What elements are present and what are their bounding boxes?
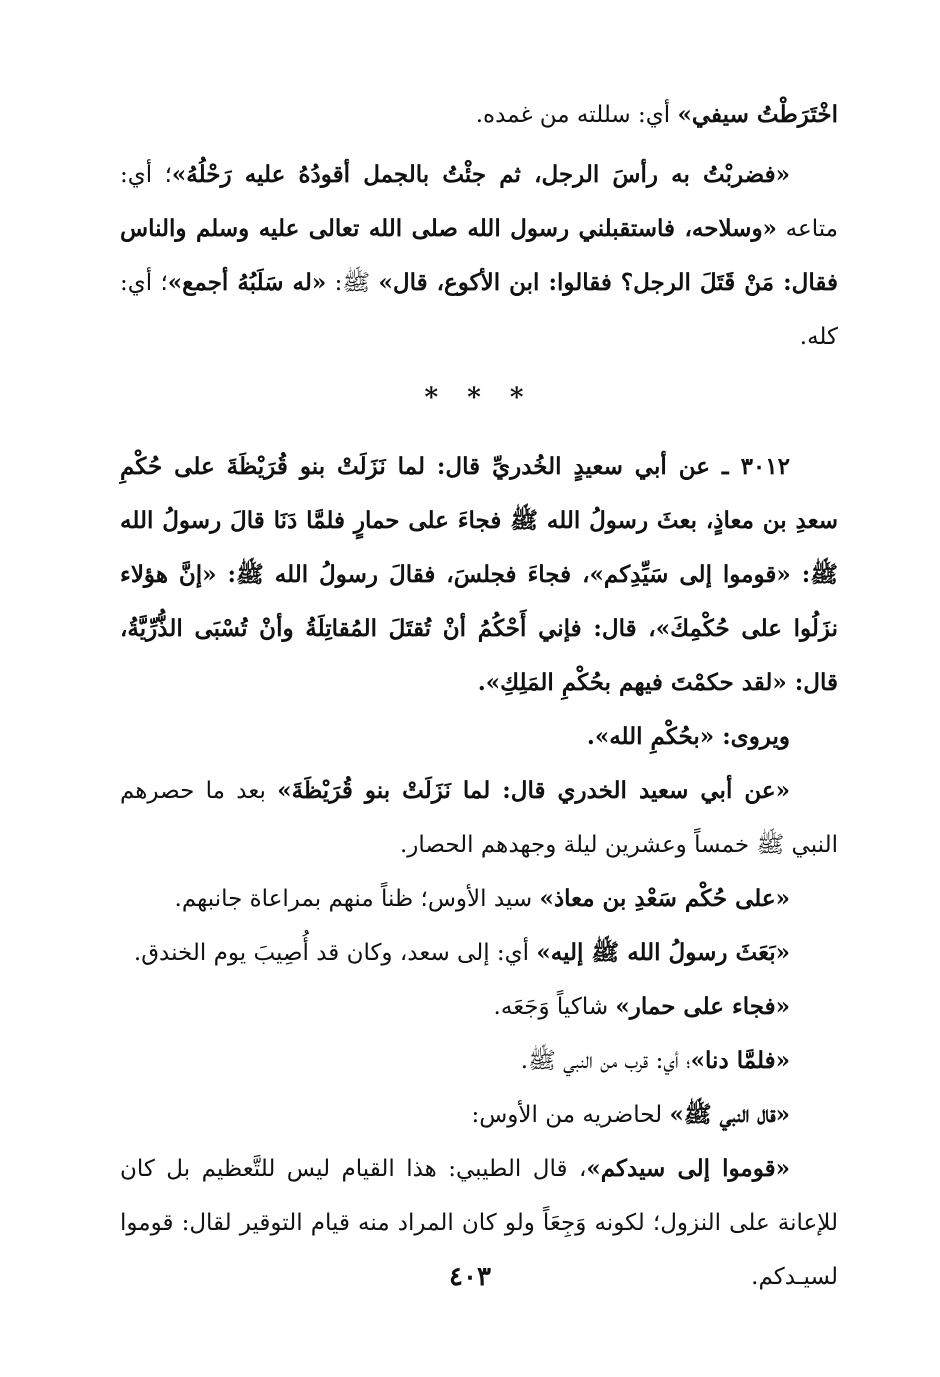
bold-text-span: «عن أبي سعيد الخدري قال: لما نَزَلَتْ بنو قُرَيْظَةَ» [277, 777, 790, 804]
text-span: بعد ما حصرهم النبي ﷺ خمساً وعشرين ليلة وجهدهم الحصار. [120, 778, 838, 858]
bold-text-span: ٣٠١٢ ـ عن أبي سعيدٍ الخُدريِّ قال: لما نَزَلَتْ بنو قُرَيْظَةَ على حُكْمِ سعدِ بن معاذٍ، بعثَ رسولُ الله ﷺ فجاءَ على حمارٍ فلمَّا دَنَا قالَ رسولُ الله ﷺ: «قوموا إلى سَيِّدِكم»، فجاءَ فجلسَ، فقالَ رسولُ الله ﷺ: «إنَّ هؤلاء نزَلُوا على حُكْمِكَ»، قال: فإني أَحْكُمُ أنْ تُقتَلَ المُقاتِلَةُ وأنْ تُسْبَى الذُّرِّيَّةُ، قال: «لقد حكمْتَ فيهم بحُكْمِ المَلِكِ». [120, 453, 838, 696]
bold-text-span: «بَعَثَ رسولُ الله ﷺ إليه» [536, 939, 790, 966]
paragraph-intro-2 [120, 148, 838, 364]
commentary-paragraph [120, 980, 838, 1034]
text-span: سيد الأوس؛ ظناً منهم بمراعاة جانبهم. [174, 886, 540, 912]
text-span: أي: إلى سعد، وكان قد أُصِيبَ يوم الخندق. [133, 940, 537, 966]
bold-text-span: «فجاء على حمار» [615, 993, 790, 1020]
bold-text-span: «على حُكْم سَعْدِ بن معاذ» [539, 885, 790, 912]
commentary-paragraph [120, 926, 838, 980]
section-separator: * * * [424, 383, 534, 413]
commentary-paragraph [120, 1034, 838, 1088]
text-span: ﷺ: [326, 270, 379, 296]
riwaya-line [120, 710, 838, 764]
commentary-paragraph [120, 764, 838, 872]
text-span: ؛ أي: قرب من النبي ﷺ. [520, 1048, 691, 1074]
text-span: ؛ أي: كله. [120, 270, 838, 350]
text-span: لحاضريه من الأوس: [471, 1102, 670, 1128]
commentary-paragraph [120, 872, 838, 926]
bold-text-span: «قال النبي ﷺ» [669, 1101, 790, 1128]
bold-text-span: «له سَلَبُهُ أجمع» [167, 269, 327, 296]
bold-text-span: «بحُكْمِ الله». [586, 723, 715, 750]
commentary-paragraph [120, 1088, 838, 1142]
paragraph-intro-1 [120, 88, 838, 142]
bold-text-span: «فلمَّا دنا» [690, 1047, 790, 1074]
text-span: ، قال الطيبي: هذا القيام ليس للتَّعظيم بل كان للإعانة على النزول؛ لكونه وَجِعَاً ولو كان المراد منه قيام التوقير لقال: قوموا لسيـدكم. [120, 1156, 838, 1290]
text-span: ؛ أي: متاعه [120, 162, 838, 242]
page-body [120, 88, 838, 1304]
bold-text-span: ويروى: [714, 723, 790, 750]
text-span: أي: سللته من غمده. [475, 102, 678, 128]
bold-text-span: «قوموا إلى سيدكم» [586, 1155, 791, 1182]
hadith-text [120, 440, 838, 710]
bold-text-span: اخْتَرَطْتُ سيفي» [677, 101, 838, 128]
text-span: شاكياً وَجَعَه. [493, 994, 616, 1020]
bold-text-span: «فضربْتُ به رأسَ الرجل، ثم جئْتُ بالجمل أقودُهُ عليه رَحْلُهُ» [171, 161, 790, 188]
page-number: ٤٠٣ [449, 1262, 491, 1292]
bold-text-span: «وسلاحه، فاستقبلني رسول الله صلى الله تعالى عليه وسلم والناس فقال: مَنْ قَتَلَ الرجل؟ فقالوا: ابن الأكوع، قال» [120, 215, 838, 296]
